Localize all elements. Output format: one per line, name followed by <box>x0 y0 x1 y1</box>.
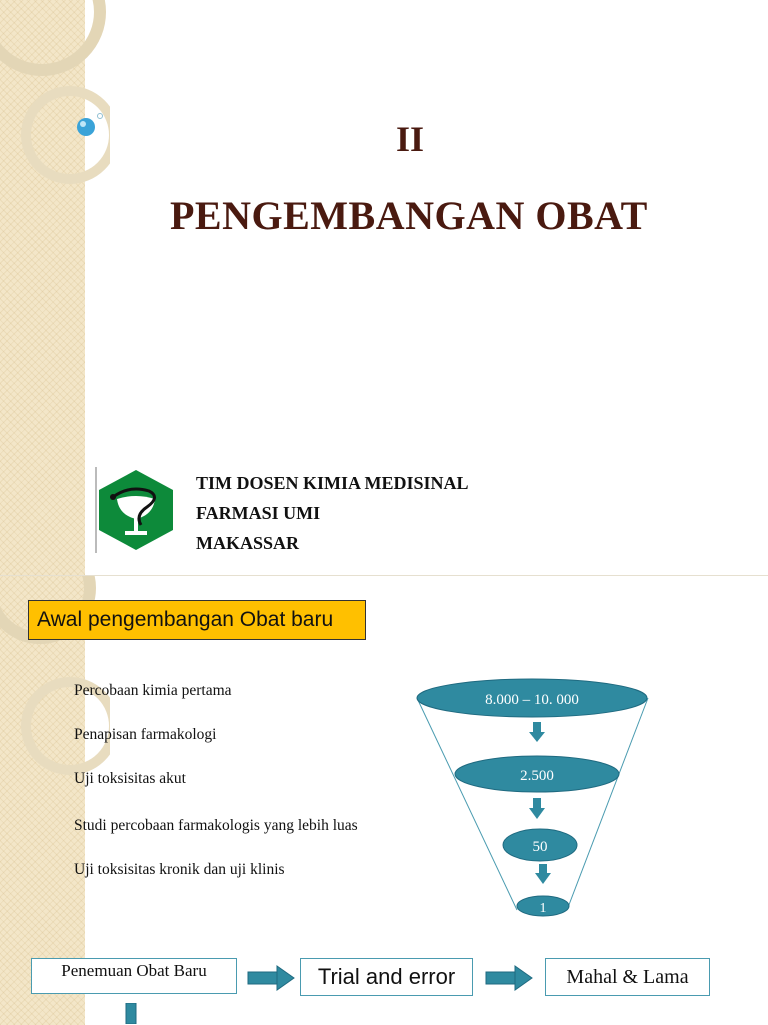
pharmacy-snake-bowl-logo-icon <box>95 467 177 553</box>
funnel-value: 8.000 – 10. 000 <box>485 692 579 708</box>
funnel-value: 50 <box>532 839 548 855</box>
down-arrow-icon <box>529 722 545 742</box>
list-item: Uji toksisitas akut <box>74 770 186 787</box>
funnel-edge-right <box>567 698 648 910</box>
right-arrow-icon <box>485 965 533 991</box>
funnel-value: 1 <box>539 901 547 916</box>
flow-box-discovery: Penemuan Obat Baru <box>31 958 237 994</box>
funnel-value: 2.500 <box>520 768 554 784</box>
department-line: FARMASI UMI <box>196 503 321 523</box>
flow-box-trial: Trial and error <box>300 958 473 996</box>
list-item: Percobaan kimia pertama <box>74 682 232 699</box>
funnel-stage-2 <box>455 756 619 792</box>
list-item: Penapisan farmakologi <box>74 726 217 743</box>
page-title: PENGEMBANGAN OBAT <box>170 193 648 238</box>
chapter-number: II <box>395 119 425 159</box>
funnel-diagram <box>405 670 660 930</box>
list-item: Studi percobaan farmakologis yang lebih luas <box>74 817 358 834</box>
funnel-stage-3 <box>503 829 577 861</box>
list-item: Uji toksisitas kronik dan uji klinis <box>74 861 285 878</box>
funnel-stage-4 <box>517 896 569 916</box>
right-arrow-icon <box>247 965 295 991</box>
down-arrow-icon <box>123 1003 139 1024</box>
funnel-stage-1 <box>417 679 647 717</box>
department-line: MAKASSAR <box>196 533 300 553</box>
department-block <box>196 468 469 558</box>
decorative-circles-icon <box>0 0 110 575</box>
flow-box-cost: Mahal & Lama <box>545 958 710 996</box>
decorative-sidebar <box>0 0 85 575</box>
department-line: TIM DOSEN KIMIA MEDISINAL <box>196 473 469 493</box>
down-arrow-icon <box>529 798 545 819</box>
section-heading: Awal pengembangan Obat baru <box>28 600 366 640</box>
down-arrow-icon <box>535 864 551 884</box>
funnel-edge-left <box>417 698 517 910</box>
